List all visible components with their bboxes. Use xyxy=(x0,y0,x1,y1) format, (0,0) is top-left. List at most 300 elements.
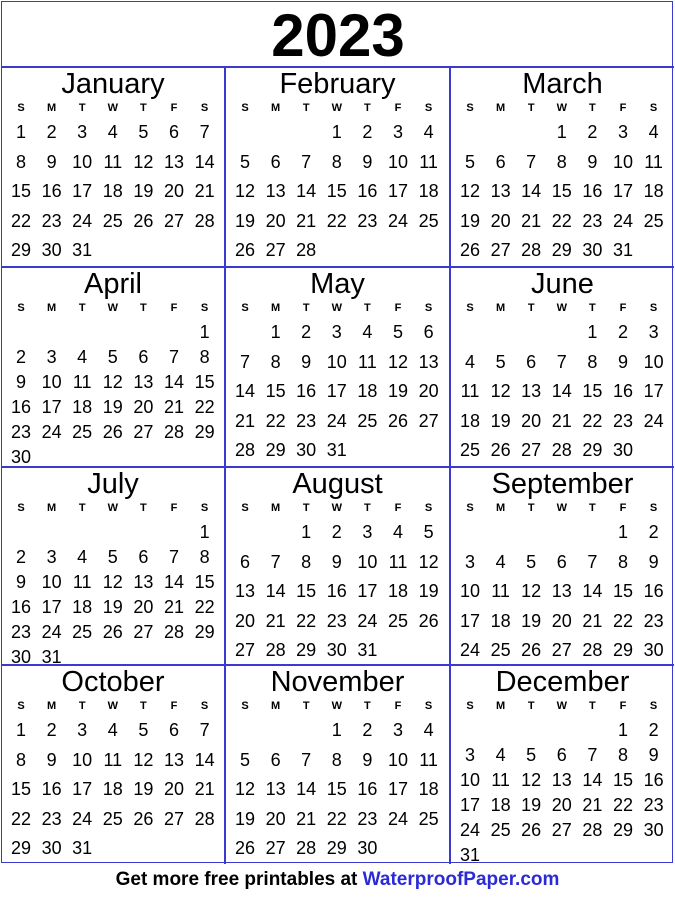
weekday-label: M xyxy=(496,102,506,114)
weekday-label: W xyxy=(331,302,342,314)
day-cell: 10 xyxy=(643,351,664,372)
weekday-label: T xyxy=(140,502,147,514)
month-march xyxy=(451,68,674,268)
months-grid xyxy=(2,68,674,864)
weekday-label: S xyxy=(241,502,249,514)
weekday-label: F xyxy=(619,302,627,314)
day-cell: 4 xyxy=(495,551,506,572)
day-cell: 24 xyxy=(357,610,378,631)
day-cell: 19 xyxy=(521,610,542,631)
day-cell: 31 xyxy=(357,640,378,660)
day-cell: 31 xyxy=(72,240,93,260)
day-cell: 10 xyxy=(72,151,93,172)
day-cell: 4 xyxy=(423,122,434,142)
day-cell: 29 xyxy=(612,820,634,840)
day-cell: 5 xyxy=(107,347,118,367)
month-name: May xyxy=(310,268,365,300)
day-cell: 31 xyxy=(41,647,62,667)
day-cell: 12 xyxy=(133,749,154,770)
day-cell: 3 xyxy=(464,551,475,572)
day-cell: 4 xyxy=(107,720,118,740)
month-january xyxy=(2,68,226,268)
day-cell: 13 xyxy=(265,779,286,799)
day-cell: 11 xyxy=(644,151,663,172)
weekday-label: W xyxy=(556,302,567,314)
day-cell: 3 xyxy=(331,322,342,342)
day-cell: 10 xyxy=(326,351,347,372)
day-cell: 14 xyxy=(551,381,572,401)
footer xyxy=(0,868,675,892)
day-cell: 23 xyxy=(357,808,378,829)
day-cell: 3 xyxy=(46,347,57,367)
day-cell: 28 xyxy=(296,240,317,260)
day-cell: 7 xyxy=(556,351,567,372)
day-cell: 20 xyxy=(265,210,286,231)
day-cell: 18 xyxy=(418,779,439,799)
day-cell: 3 xyxy=(362,522,373,542)
day-cell: 19 xyxy=(102,397,123,417)
month-name: August xyxy=(292,468,383,500)
day-cell: 20 xyxy=(234,610,256,631)
day-cell: 6 xyxy=(270,749,281,770)
day-cell: 16 xyxy=(643,581,664,601)
day-cell: 18 xyxy=(72,597,93,617)
day-cell: 29 xyxy=(612,640,634,660)
day-cell: 2 xyxy=(46,720,57,740)
weekday-label: S xyxy=(424,102,433,114)
day-cell: 26 xyxy=(133,210,154,231)
day-cell: 8 xyxy=(270,351,281,372)
day-cell: 5 xyxy=(526,551,537,572)
day-cell: 8 xyxy=(331,749,342,770)
day-cell: 4 xyxy=(648,122,659,142)
day-cell: 24 xyxy=(41,422,62,442)
day-cell: 10 xyxy=(41,572,62,592)
day-cell: 3 xyxy=(77,720,88,740)
day-cell: 3 xyxy=(648,322,659,342)
day-cell: 6 xyxy=(556,551,567,572)
weekday-label: S xyxy=(424,700,433,712)
day-cell: 16 xyxy=(612,381,634,401)
day-cell: 28 xyxy=(582,640,603,660)
weekday-label: T xyxy=(527,502,535,514)
day-cell: 30 xyxy=(643,820,664,840)
day-cell: 18 xyxy=(490,795,511,815)
day-cell: 23 xyxy=(326,610,347,631)
weekday-label: S xyxy=(200,102,209,114)
day-cell: 5 xyxy=(392,322,403,342)
day-cell: 6 xyxy=(270,151,281,172)
day-cell: 13 xyxy=(551,581,572,601)
day-cell: 16 xyxy=(41,779,62,799)
day-cell: 21 xyxy=(163,397,185,417)
day-cell: 13 xyxy=(521,381,542,401)
day-cell: 17 xyxy=(612,181,634,201)
day-cell: 11 xyxy=(491,770,510,790)
day-cell: 18 xyxy=(102,779,123,799)
weekday-label: W xyxy=(331,102,342,114)
day-cell: 25 xyxy=(459,440,481,460)
day-cell: 7 xyxy=(301,151,312,172)
weekday-label: F xyxy=(619,502,627,514)
day-cell: 19 xyxy=(387,381,409,401)
day-cell: 25 xyxy=(102,210,123,231)
day-cell: 27 xyxy=(163,808,185,829)
day-cell: 17 xyxy=(387,181,409,201)
weekday-label: T xyxy=(78,102,86,114)
day-cell: 18 xyxy=(357,381,378,401)
day-cell: 22 xyxy=(10,808,32,829)
day-cell: 5 xyxy=(107,547,118,567)
day-cell: 31 xyxy=(459,845,481,865)
day-cell: 6 xyxy=(423,322,434,342)
weekday-label: T xyxy=(589,700,596,712)
day-cell: 25 xyxy=(643,210,664,231)
day-cell: 9 xyxy=(46,151,57,172)
month-september xyxy=(451,468,674,666)
calendar-frame xyxy=(1,1,673,863)
day-cell: 16 xyxy=(357,779,378,799)
day-cell: 17 xyxy=(41,397,62,417)
day-cell: 22 xyxy=(551,210,572,231)
day-cell: 30 xyxy=(10,647,32,667)
day-cell: 30 xyxy=(582,240,603,260)
weekday-label: M xyxy=(496,700,506,712)
month-name: January xyxy=(61,68,165,100)
day-cell: 25 xyxy=(72,422,93,442)
day-cell: 19 xyxy=(133,779,154,799)
weekday-label: S xyxy=(200,502,209,514)
day-cell: 2 xyxy=(46,122,57,142)
day-cell: 11 xyxy=(491,581,510,601)
day-cell: 19 xyxy=(234,808,256,829)
weekday-label: M xyxy=(271,102,281,114)
day-cell: 9 xyxy=(648,551,659,572)
day-cell: 13 xyxy=(418,351,439,372)
day-cell: 2 xyxy=(587,122,598,142)
day-cell: 15 xyxy=(582,381,603,401)
day-cell: 4 xyxy=(362,322,373,342)
day-cell: 11 xyxy=(72,372,92,392)
month-name: February xyxy=(279,68,396,100)
day-cell: 5 xyxy=(495,351,506,372)
weekday-label: S xyxy=(466,102,474,114)
day-cell: 4 xyxy=(495,745,506,765)
weekday-label: S xyxy=(17,302,25,314)
day-cell: 15 xyxy=(10,181,32,201)
day-cell: 23 xyxy=(41,210,62,231)
day-cell: 10 xyxy=(459,581,481,601)
day-cell: 5 xyxy=(239,151,250,172)
day-cell: 8 xyxy=(15,151,26,172)
day-cell: 8 xyxy=(199,547,210,567)
day-cell: 26 xyxy=(490,440,511,460)
month-april xyxy=(2,268,226,468)
day-cell: 20 xyxy=(551,610,572,631)
weekday-label: T xyxy=(140,102,147,114)
day-cell: 3 xyxy=(77,122,88,142)
day-cell: 29 xyxy=(194,622,215,642)
day-cell: 21 xyxy=(234,410,256,431)
day-cell: 28 xyxy=(234,440,256,460)
month-june xyxy=(451,268,674,468)
day-cell: 6 xyxy=(526,351,537,372)
day-cell: 11 xyxy=(419,151,438,172)
day-cell: 22 xyxy=(265,410,286,431)
day-cell: 3 xyxy=(46,547,57,567)
day-cell: 8 xyxy=(617,551,628,572)
weekday-label: W xyxy=(331,502,342,514)
month-may xyxy=(226,268,451,468)
day-cell: 27 xyxy=(521,440,542,460)
day-cell: 8 xyxy=(301,551,312,572)
day-cell: 14 xyxy=(521,181,542,201)
day-cell: 26 xyxy=(387,410,409,431)
day-cell: 1 xyxy=(587,322,598,342)
day-cell: 12 xyxy=(102,572,123,592)
day-cell: 29 xyxy=(582,440,603,460)
day-cell: 28 xyxy=(521,240,542,260)
day-cell: 23 xyxy=(612,410,634,431)
weekday-label: T xyxy=(364,102,371,114)
day-cell: 26 xyxy=(521,820,542,840)
day-cell: 19 xyxy=(490,410,511,431)
footer-link[interactable]: WaterproofPaper.com xyxy=(362,869,560,890)
day-cell: 12 xyxy=(234,181,256,201)
weekday-label: S xyxy=(466,700,474,712)
day-cell: 20 xyxy=(418,381,439,401)
month-name: December xyxy=(495,666,630,698)
day-cell: 10 xyxy=(459,770,481,790)
day-cell: 19 xyxy=(102,597,123,617)
month-name: March xyxy=(522,68,603,100)
weekday-label: M xyxy=(271,502,281,514)
day-cell: 30 xyxy=(10,447,32,467)
weekday-label: F xyxy=(394,700,402,712)
month-name: July xyxy=(87,468,139,500)
weekday-label: S xyxy=(241,700,249,712)
weekday-label: S xyxy=(424,302,433,314)
day-cell: 23 xyxy=(643,610,664,631)
day-cell: 10 xyxy=(387,151,409,172)
day-cell: 3 xyxy=(617,122,628,142)
day-cell: 20 xyxy=(133,597,154,617)
day-cell: 15 xyxy=(551,181,572,201)
day-cell: 15 xyxy=(194,372,215,392)
day-cell: 23 xyxy=(643,795,664,815)
day-cell: 22 xyxy=(326,808,347,829)
day-cell: 1 xyxy=(331,122,342,142)
weekday-label: S xyxy=(649,102,658,114)
day-cell: 25 xyxy=(490,640,511,660)
day-cell: 18 xyxy=(418,181,439,201)
day-cell: 25 xyxy=(102,808,123,829)
weekday-label: W xyxy=(107,302,118,314)
day-cell: 9 xyxy=(587,151,598,172)
day-cell: 23 xyxy=(10,622,32,642)
weekday-label: F xyxy=(394,102,402,114)
day-cell: 21 xyxy=(582,795,603,815)
day-cell: 24 xyxy=(612,210,634,231)
weekday-label: F xyxy=(170,102,178,114)
day-cell: 21 xyxy=(265,610,286,631)
day-cell: 29 xyxy=(551,240,572,260)
day-cell: 21 xyxy=(194,181,215,201)
month-name: October xyxy=(61,666,165,698)
day-cell: 28 xyxy=(551,440,572,460)
day-cell: 15 xyxy=(612,770,634,790)
day-cell: 7 xyxy=(239,351,250,372)
day-cell: 1 xyxy=(15,720,26,740)
day-cell: 1 xyxy=(270,322,281,342)
day-cell: 18 xyxy=(490,610,511,631)
weekday-label: F xyxy=(170,700,178,712)
day-cell: 16 xyxy=(582,181,603,201)
day-cell: 30 xyxy=(41,240,62,260)
weekday-label: S xyxy=(200,302,209,314)
day-cell: 20 xyxy=(163,181,185,201)
day-cell: 6 xyxy=(168,122,179,142)
day-cell: 14 xyxy=(582,581,603,601)
day-cell: 18 xyxy=(459,410,481,431)
weekday-label: M xyxy=(271,302,281,314)
day-cell: 2 xyxy=(362,122,373,142)
day-cell: 19 xyxy=(418,581,439,601)
footer-text: Get more free printables at xyxy=(115,869,363,890)
day-cell: 20 xyxy=(133,397,154,417)
weekday-label: S xyxy=(649,700,658,712)
day-cell: 7 xyxy=(199,122,210,142)
day-cell: 15 xyxy=(326,779,347,799)
weekday-label: F xyxy=(394,302,402,314)
weekday-label: T xyxy=(78,502,86,514)
day-cell: 24 xyxy=(643,410,664,431)
month-name: September xyxy=(491,468,634,500)
day-cell: 26 xyxy=(418,610,439,631)
day-cell: 18 xyxy=(102,181,123,201)
day-cell: 17 xyxy=(459,610,481,631)
day-cell: 25 xyxy=(357,410,378,431)
day-cell: 29 xyxy=(10,240,32,260)
weekday-label: T xyxy=(364,302,371,314)
day-cell: 8 xyxy=(556,151,567,172)
month-name: November xyxy=(270,666,405,698)
weekday-label: T xyxy=(302,302,310,314)
day-cell: 9 xyxy=(648,745,659,765)
weekday-label: F xyxy=(619,700,627,712)
day-cell: 10 xyxy=(41,372,62,392)
weekday-label: M xyxy=(47,302,57,314)
day-cell: 24 xyxy=(459,820,481,840)
day-cell: 14 xyxy=(265,581,286,601)
weekday-label: S xyxy=(466,502,474,514)
day-cell: 26 xyxy=(459,240,481,260)
day-cell: 12 xyxy=(418,551,439,572)
day-cell: 9 xyxy=(362,749,373,770)
day-cell: 28 xyxy=(265,640,286,660)
day-cell: 12 xyxy=(459,181,481,201)
weekday-label: T xyxy=(302,102,310,114)
month-february xyxy=(226,68,451,268)
day-cell: 24 xyxy=(72,210,93,231)
day-cell: 9 xyxy=(46,749,57,770)
day-cell: 16 xyxy=(643,770,664,790)
day-cell: 29 xyxy=(265,440,286,460)
day-cell: 24 xyxy=(387,808,409,829)
day-cell: 14 xyxy=(194,749,215,770)
day-cell: 16 xyxy=(41,181,62,201)
day-cell: 24 xyxy=(41,622,62,642)
day-cell: 13 xyxy=(551,770,572,790)
day-cell: 2 xyxy=(15,347,26,367)
day-cell: 21 xyxy=(163,597,185,617)
day-cell: 7 xyxy=(270,551,281,572)
day-cell: 5 xyxy=(423,522,434,542)
day-cell: 20 xyxy=(265,808,286,829)
day-cell: 1 xyxy=(556,122,567,142)
day-cell: 10 xyxy=(357,551,378,572)
day-cell: 21 xyxy=(521,210,542,231)
day-cell: 9 xyxy=(15,372,26,392)
day-cell: 20 xyxy=(521,410,542,431)
day-cell: 14 xyxy=(194,151,215,172)
day-cell: 21 xyxy=(194,779,215,799)
weekday-label: W xyxy=(556,700,567,712)
day-cell: 23 xyxy=(41,808,62,829)
day-cell: 7 xyxy=(301,749,312,770)
month-december xyxy=(451,666,674,864)
day-cell: 6 xyxy=(138,347,149,367)
day-cell: 3 xyxy=(392,122,403,142)
day-cell: 29 xyxy=(296,640,317,660)
day-cell: 22 xyxy=(612,610,634,631)
weekday-label: T xyxy=(589,502,596,514)
weekday-label: T xyxy=(527,700,535,712)
day-cell: 6 xyxy=(138,547,149,567)
day-cell: 16 xyxy=(10,397,32,417)
day-cell: 30 xyxy=(41,838,62,858)
day-cell: 1 xyxy=(617,720,628,740)
weekday-label: W xyxy=(331,700,342,712)
day-cell: 22 xyxy=(582,410,603,431)
weekday-label: W xyxy=(107,700,118,712)
day-cell: 2 xyxy=(362,720,373,740)
day-cell: 26 xyxy=(133,808,154,829)
day-cell: 5 xyxy=(138,122,149,142)
day-cell: 9 xyxy=(362,151,373,172)
day-cell: 7 xyxy=(199,720,210,740)
day-cell: 30 xyxy=(612,440,634,460)
day-cell: 17 xyxy=(72,181,93,201)
day-cell: 17 xyxy=(357,581,378,601)
day-cell: 12 xyxy=(133,151,154,172)
weekday-label: T xyxy=(302,502,310,514)
month-name: June xyxy=(531,268,594,300)
day-cell: 30 xyxy=(326,640,347,660)
day-cell: 5 xyxy=(526,745,537,765)
day-cell: 11 xyxy=(72,572,92,592)
day-cell: 15 xyxy=(265,381,286,401)
day-cell: 27 xyxy=(133,422,154,442)
day-cell: 11 xyxy=(419,749,438,770)
weekday-label: T xyxy=(589,302,596,314)
day-cell: 20 xyxy=(551,795,572,815)
day-cell: 13 xyxy=(490,181,511,201)
day-cell: 20 xyxy=(490,210,511,231)
day-cell: 25 xyxy=(387,610,409,631)
weekday-label: S xyxy=(466,302,474,314)
day-cell: 2 xyxy=(617,322,628,342)
